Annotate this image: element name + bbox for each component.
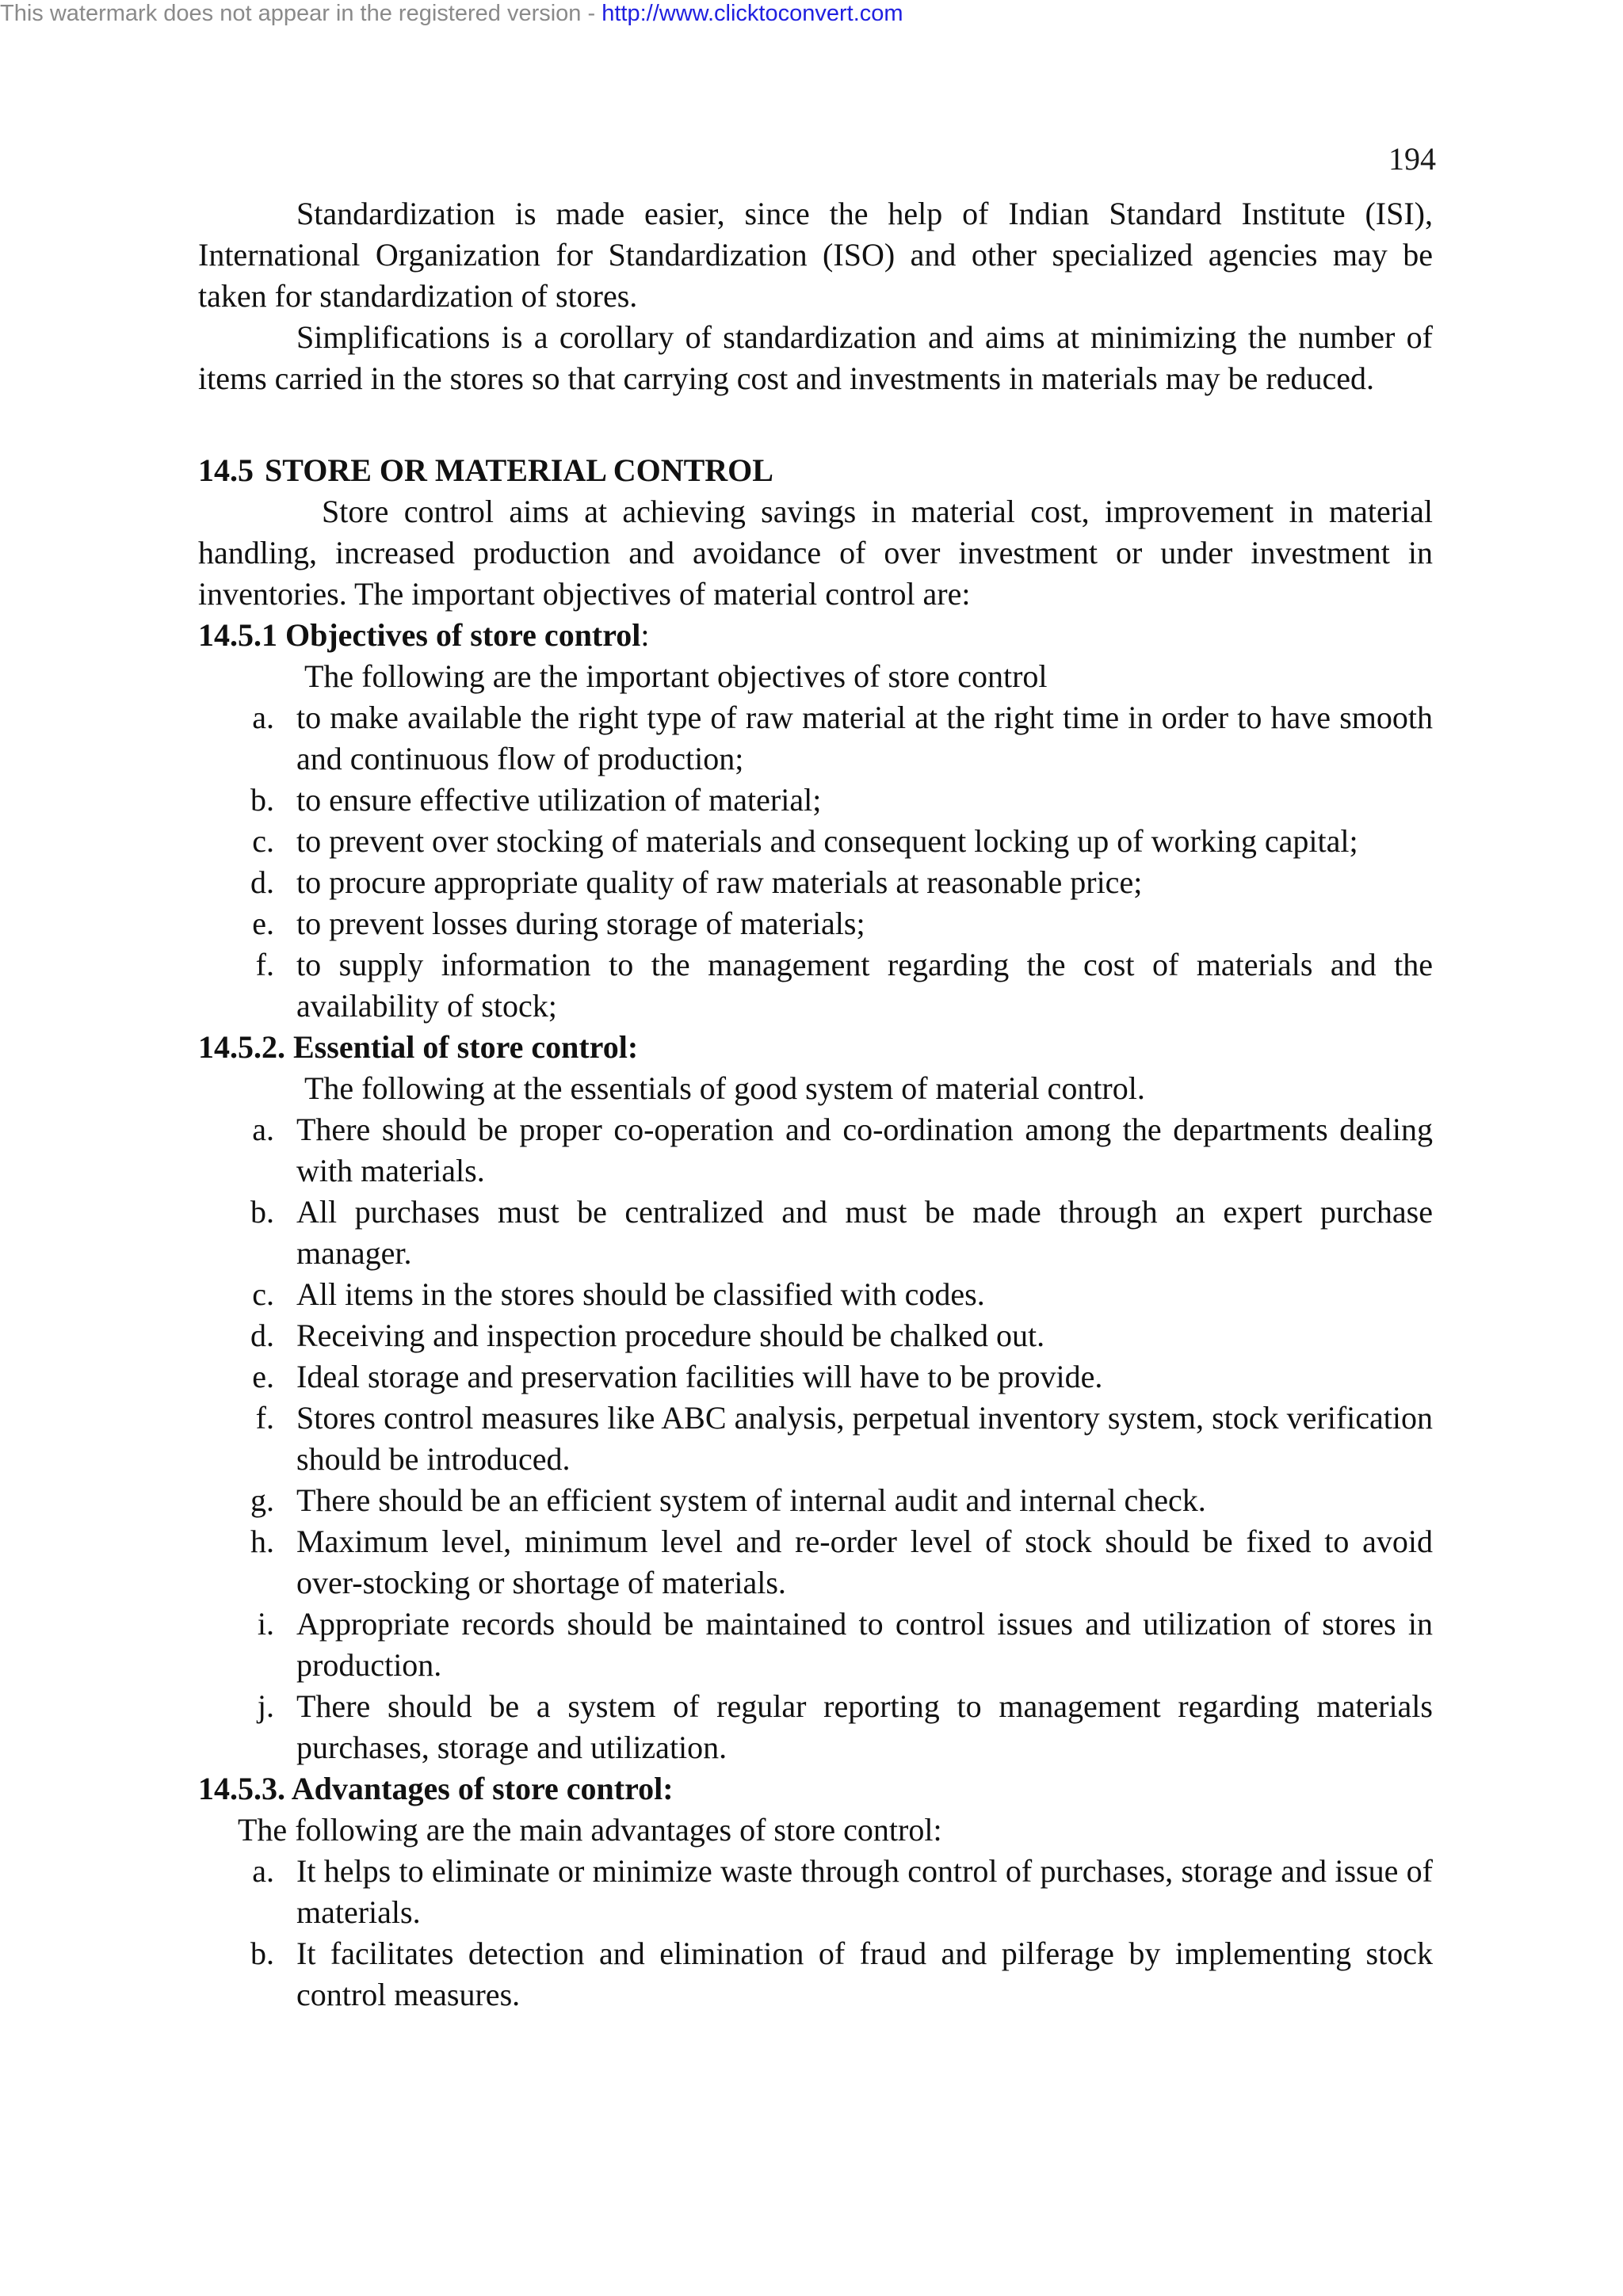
list-marker: a.: [252, 700, 274, 735]
list-marker: i.: [257, 1606, 274, 1642]
list-item-text: to prevent over stocking of materials and consequent locking up of working capital;: [296, 823, 1358, 859]
list-item-text: to prevent losses during storage of materials;: [296, 906, 865, 941]
list-marker: d.: [250, 1318, 274, 1353]
list-marker: h.: [250, 1524, 274, 1559]
list-item: [198, 1851, 1433, 1933]
list-item-text: All items in the stores should be classified with codes.: [296, 1276, 985, 1312]
list-item-text: It facilitates detection and elimination of fraud and pilferage by implementing stock control measures.: [296, 1936, 1433, 2012]
watermark-text: This watermark does not appear in the registered version -: [0, 1, 602, 26]
page-body: [198, 193, 1433, 2016]
list-marker: e.: [252, 906, 274, 941]
list-item: [198, 1356, 1433, 1398]
list-item: [198, 1686, 1433, 1768]
list-item-text: to ensure effective utilization of material;: [296, 782, 822, 818]
intro-paragraph-standardization: Standardization is made easier, since the help of Indian Standard Institute (ISI), International Organization for Standardization (ISO) and other specialized agencies may be taken for standardization of stores.: [198, 196, 1433, 314]
list-item-text: Appropriate records should be maintained to control issues and utilization of stores in production.: [296, 1606, 1433, 1683]
list-item-text: Maximum level, minimum level and re-order level of stock should be fixed to avoid over-stocking or shortage of materials.: [296, 1524, 1433, 1600]
section-number: 14.5: [198, 452, 254, 488]
list-marker: c.: [252, 823, 274, 859]
objectives-heading-text: 14.5.1 Objectives of store control: [198, 617, 641, 653]
list-item: [198, 1480, 1433, 1521]
list-marker: j.: [257, 1688, 274, 1724]
list-item: [198, 1109, 1433, 1192]
essentials-lead: The following at the essentials of good system of material control.: [304, 1070, 1145, 1106]
list-marker: d.: [250, 864, 274, 900]
section-heading: [198, 450, 1433, 491]
list-item: [198, 697, 1433, 780]
list-item: [198, 821, 1433, 862]
list-marker: f.: [255, 1400, 274, 1436]
objectives-list: [198, 697, 1433, 1027]
list-item-text: to make available the right type of raw material at the right time in order to have smooth and continuous flow of production;: [296, 700, 1433, 776]
list-item: [198, 944, 1433, 1027]
objectives-heading-colon: :: [640, 617, 650, 653]
list-item-text: to procure appropriate quality of raw materials at reasonable price;: [296, 864, 1143, 900]
list-item-text: Stores control measures like ABC analysis, perpetual inventory system, stock verification should be introduced.: [296, 1400, 1433, 1477]
list-item: [198, 1398, 1433, 1480]
list-item: [198, 780, 1433, 821]
list-item: [198, 1604, 1433, 1686]
essentials-heading: 14.5.2. Essential of store control:: [198, 1029, 639, 1065]
list-marker: g.: [250, 1482, 274, 1518]
list-item-text: Receiving and inspection procedure should be chalked out.: [296, 1318, 1045, 1353]
list-item-text: There should be a system of regular reporting to management regarding materials purchases, storage and utilization.: [296, 1688, 1433, 1765]
section-title: STORE OR MATERIAL CONTROL: [265, 452, 773, 488]
intro-paragraph-simplification: Simplifications is a corollary of standardization and aims at minimizing the number of items carried in the stores so that carrying cost and investments in materials may be reduced.: [198, 319, 1433, 396]
advantages-lead: The following are the main advantages of store control:: [238, 1812, 942, 1848]
list-item: [198, 1274, 1433, 1315]
advantages-heading: 14.5.3. Advantages of store control:: [198, 1771, 674, 1806]
page-number: 194: [1388, 141, 1436, 177]
list-item: [198, 862, 1433, 903]
list-marker: b.: [250, 1936, 274, 1971]
objectives-heading: [198, 615, 1433, 656]
list-marker: c.: [252, 1276, 274, 1312]
list-item-text: There should be an efficient system of internal audit and internal check.: [296, 1482, 1206, 1518]
list-item-text: All purchases must be centralized and must be made through an expert purchase manager.: [296, 1194, 1433, 1271]
list-item-text: Ideal storage and preservation facilities will have to be provide.: [296, 1359, 1103, 1394]
list-item-text: to supply information to the management regarding the cost of materials and the availability of stock;: [296, 947, 1433, 1024]
advantages-list: [198, 1851, 1433, 2016]
list-item: [198, 903, 1433, 944]
list-marker: b.: [250, 1194, 274, 1230]
watermark-banner: [0, 0, 903, 27]
list-marker: e.: [252, 1359, 274, 1394]
list-marker: b.: [250, 782, 274, 818]
list-item: [198, 1192, 1433, 1274]
list-item: [198, 1315, 1433, 1356]
list-marker: a.: [252, 1112, 274, 1147]
list-item-text: There should be proper co-operation and co-ordination among the departments dealing with materials.: [296, 1112, 1433, 1188]
watermark-link[interactable]: http://www.clicktoconvert.com: [601, 1, 903, 26]
list-marker: a.: [252, 1853, 274, 1889]
list-marker: f.: [255, 947, 274, 982]
list-item-text: It helps to eliminate or minimize waste through control of purchases, storage and issue of materials.: [296, 1853, 1433, 1930]
objectives-lead: The following are the important objectives of store control: [304, 658, 1048, 694]
essentials-list: [198, 1109, 1433, 1768]
section-intro-paragraph: Store control aims at achieving savings in material cost, improvement in material handling, increased production and avoidance of over investment or under investment in inventories. The important objectives of material control are:: [198, 494, 1433, 612]
list-item: [198, 1933, 1433, 2016]
list-item: [198, 1521, 1433, 1604]
